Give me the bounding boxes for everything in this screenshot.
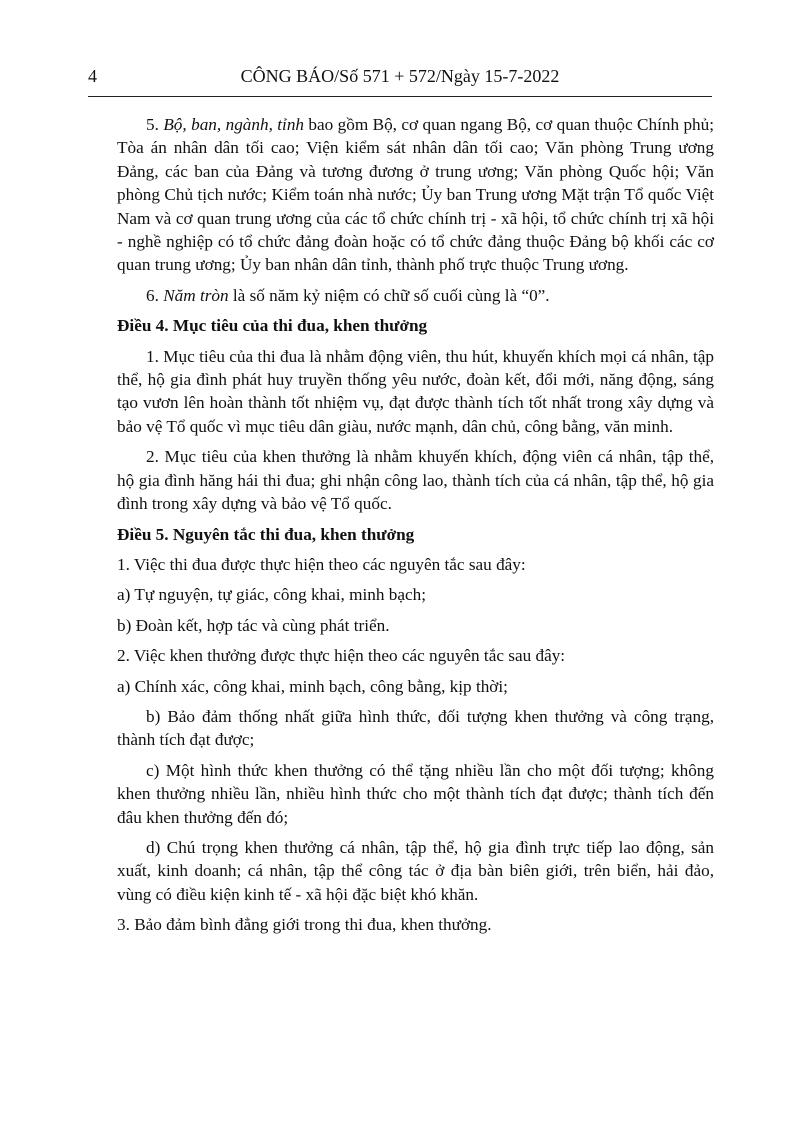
article-4-paragraph-2: 2. Mục tiêu của khen thưởng là nhằm khuyến khích, động viên cá nhân, tập thể, hộ gia đình hăng hái thi đua; ghi nhận công lao, thành tích của cá nhân, tập thể, hộ gia đình trong xây dựng và bảo vệ Tổ quốc. [117, 447, 714, 514]
article-4-heading: Điều 4. Mục tiêu của thi đua, khen thưởng [117, 316, 428, 336]
page-number: 4 [88, 66, 97, 86]
clause-6-text: là số năm kỷ niệm có chữ số cuối cùng là “0”. [228, 285, 550, 305]
article-5-paragraph-1: 1. Việc thi đua được thực hiện theo các nguyên tắc sau đây: [117, 554, 526, 574]
article-5-item-1a: a) Tự nguyện, tự giác, công khai, minh bạch; [117, 585, 426, 605]
gazette-title: CÔNG BÁO/Số 571 + 572/Ngày 15-7-2022 [240, 66, 560, 86]
article-5-item-2d: d) Chú trọng khen thưởng cá nhân, tập thể, hộ gia đình trực tiếp lao động, sản xuất, kinh doanh; cá nhân, tập thể công tác ở địa bàn biên giới, trên biển, hải đảo, vùng có điều kiện kinh tế - xã hội đặc biệt khó khăn. [117, 837, 714, 904]
article-5-item-2c: c) Một hình thức khen thưởng có thể tặng nhiều lần cho một đối tượng; không khen thưởng nhiều lần, nhiều hình thức cho một thành tích đạt được; thành tích đến đâu khen thưởng đến đó; [117, 760, 714, 827]
article-5-paragraph-3: 3. Bảo đảm bình đẳng giới trong thi đua, khen thưởng. [117, 915, 492, 935]
article-5-item-1b: b) Đoàn kết, hợp tác và cùng phát triển. [117, 615, 390, 635]
clause-6-number: 6. [146, 285, 164, 305]
article-5-item-2a: a) Chính xác, công khai, minh bạch, công bằng, kịp thời; [117, 676, 508, 696]
clause-6 [117, 284, 714, 307]
article-5-item-2b: b) Bảo đảm thống nhất giữa hình thức, đối tượng khen thưởng và công trạng, thành tích đạt được; [117, 706, 714, 750]
document-body [117, 113, 714, 944]
header-rule [88, 96, 712, 97]
page-header [88, 66, 712, 96]
clause-5 [117, 113, 714, 277]
clause-6-term: Năm tròn [163, 285, 229, 305]
article-4-paragraph-1: 1. Mục tiêu của thi đua là nhằm động viên, thu hút, khuyến khích mọi cá nhân, tập thể, hộ gia đình phát huy truyền thống yêu nước, đoàn kết, đổi mới, năng động, sáng tạo vươn lên hoàn thành tốt nhiệm vụ, đạt được thành tích tốt nhất trong xây dựng và bảo vệ Tổ quốc vì mục tiêu dân giàu, nước mạnh, dân chủ, công bằng, văn minh. [117, 346, 714, 436]
article-5-paragraph-2: 2. Việc khen thưởng được thực hiện theo các nguyên tắc sau đây: [117, 646, 566, 666]
clause-5-term: Bộ, ban, ngành, tỉnh [163, 115, 305, 134]
clause-5-text: bao gồm Bộ, cơ quan ngang Bộ, cơ quan thuộc Chính phủ; Tòa án nhân dân tối cao; Viện kiểm sát nhân dân tối cao; Văn phòng Trung ương Đảng, các ban của Đảng và tương đương ở trung ương; Văn phòng Quốc hội; Văn phòng Chủ tịch nước; Kiểm toán nhà nước; Ủy ban Trung ương Mặt trận Tổ quốc Việt Nam và cơ quan trung ương của các tổ chức chính trị - xã hội, tổ chức chính trị xã hội - nghề nghiệp có tổ chức đảng đoàn hoặc có tổ chức đảng thuộc Đảng bộ khối các cơ quan trung ương; Ủy ban nhân dân tỉnh, thành phố trực thuộc Trung ương. [117, 115, 715, 275]
clause-5-number: 5. [146, 115, 164, 134]
article-5-heading: Điều 5. Nguyên tắc thi đua, khen thưởng [117, 524, 415, 544]
